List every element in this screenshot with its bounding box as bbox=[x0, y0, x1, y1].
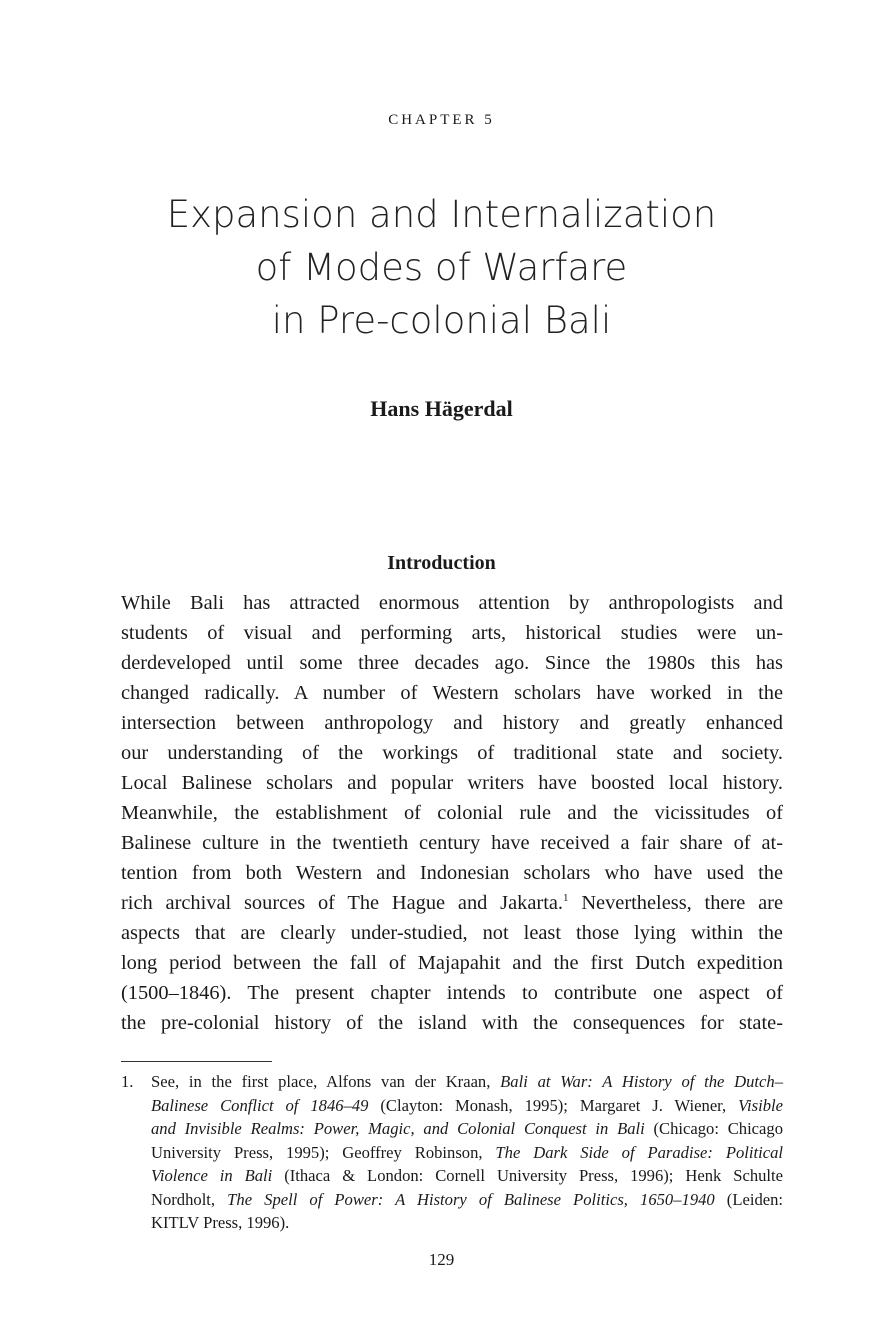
paragraph-line: aspects that are clearly under-studied, not least those lying within the bbox=[121, 922, 783, 944]
chapter-title-line: of Modes of Warfare bbox=[255, 246, 628, 289]
paragraph-line: tention from both Western and Indonesian scholars who have used the bbox=[121, 862, 783, 884]
paragraph-line: our understanding of the workings of traditional state and society. bbox=[121, 742, 783, 764]
paragraph-line: students of visual and performing arts, historical studies were un- bbox=[121, 622, 783, 644]
footnote-text: KITLV Press, 1996). bbox=[151, 1213, 290, 1232]
paragraph-line-with-footnote-ref bbox=[121, 888, 783, 918]
footnote-number: 1. bbox=[121, 1072, 134, 1091]
chapter-label: CHAPTER 5 bbox=[388, 112, 495, 128]
footnote-line bbox=[151, 1117, 783, 1141]
paragraph-line: the pre-colonial history of the island with the consequences for state- bbox=[121, 1012, 783, 1034]
chapter-title-line: Expansion and Internalization bbox=[166, 193, 717, 236]
footnote-title-italic: Balinese Conflict of 1846–49 bbox=[151, 1095, 369, 1115]
chapter-title bbox=[0, 188, 883, 347]
footnote-text: Nordholt, bbox=[151, 1189, 228, 1209]
footnote-line bbox=[151, 1141, 783, 1165]
footnote-divider bbox=[121, 1061, 272, 1062]
footnote-text: (Clayton: Monash, 1995); Margaret J. Wiener, bbox=[368, 1095, 739, 1115]
footnote-text: (Chicago: Chicago bbox=[644, 1119, 784, 1138]
footnote-line bbox=[151, 1094, 783, 1118]
footnote bbox=[121, 1070, 783, 1235]
page-number: 129 bbox=[428, 1250, 455, 1269]
footnote-line bbox=[151, 1188, 783, 1212]
chapter-title-line: in Pre-colonial Bali bbox=[271, 299, 612, 342]
paragraph-line-text: rich archival sources of The Hague and Jakarta. bbox=[121, 892, 564, 914]
paragraph-line: changed radically. A number of Western scholars have worked in the bbox=[121, 682, 783, 704]
footnote-title-italic: Bali at War: A History of the Dutch– bbox=[500, 1072, 784, 1091]
paragraph-line-text: Nevertheless, there are bbox=[568, 892, 783, 914]
paragraph-line: Local Balinese scholars and popular writers have boosted local history. bbox=[121, 772, 783, 794]
footnote-text: University Press, 1995); Geoffrey Robinson, bbox=[151, 1142, 496, 1162]
footnote-text: See, in the first place, Alfons van der Kraan, bbox=[151, 1072, 501, 1091]
footnote-line bbox=[151, 1164, 783, 1188]
footnote-title-italic: and Invisible Realms: Power, Magic, and Colonial Conquest in Bali bbox=[151, 1119, 645, 1138]
footnote-title-italic: The Spell of Power: A History of Balinese Politics, 1650–1940 bbox=[227, 1189, 715, 1209]
footnote-body bbox=[151, 1070, 783, 1235]
paragraph-line: Balinese culture in the twentieth century have received a fair share of at- bbox=[121, 832, 783, 854]
footnote-reference[interactable]: 1 bbox=[563, 892, 569, 904]
paragraph-line: While Bali has attracted enormous attention by anthropologists and bbox=[121, 592, 783, 614]
paragraph-line: Meanwhile, the establishment of colonial rule and the vicissitudes of bbox=[121, 802, 783, 824]
author-name: Hans Hägerdal bbox=[370, 396, 513, 421]
footnote-title-italic: Violence in Bali bbox=[151, 1166, 273, 1185]
footnote-title-italic: The Dark Side of Paradise: Political bbox=[495, 1142, 783, 1162]
footnote-text: (Ithaca & London: Cornell University Press, 1996); Henk Schulte bbox=[272, 1166, 784, 1185]
paragraph-line: derdeveloped until some three decades ago. Since the 1980s this has bbox=[121, 652, 783, 674]
body-paragraph bbox=[121, 588, 783, 1038]
paragraph-line: (1500–1846). The present chapter intends to contribute one aspect of bbox=[121, 982, 783, 1004]
footnote-title-italic: Visible bbox=[738, 1095, 783, 1115]
section-heading: Introduction bbox=[387, 552, 496, 574]
footnote-text: (Leiden: bbox=[714, 1189, 784, 1209]
paragraph-line: intersection between anthropology and history and greatly enhanced bbox=[121, 712, 783, 734]
footnote-line bbox=[151, 1211, 783, 1235]
footnote-line bbox=[151, 1070, 783, 1094]
paragraph-line: long period between the fall of Majapahit and the first Dutch expedition bbox=[121, 952, 783, 974]
